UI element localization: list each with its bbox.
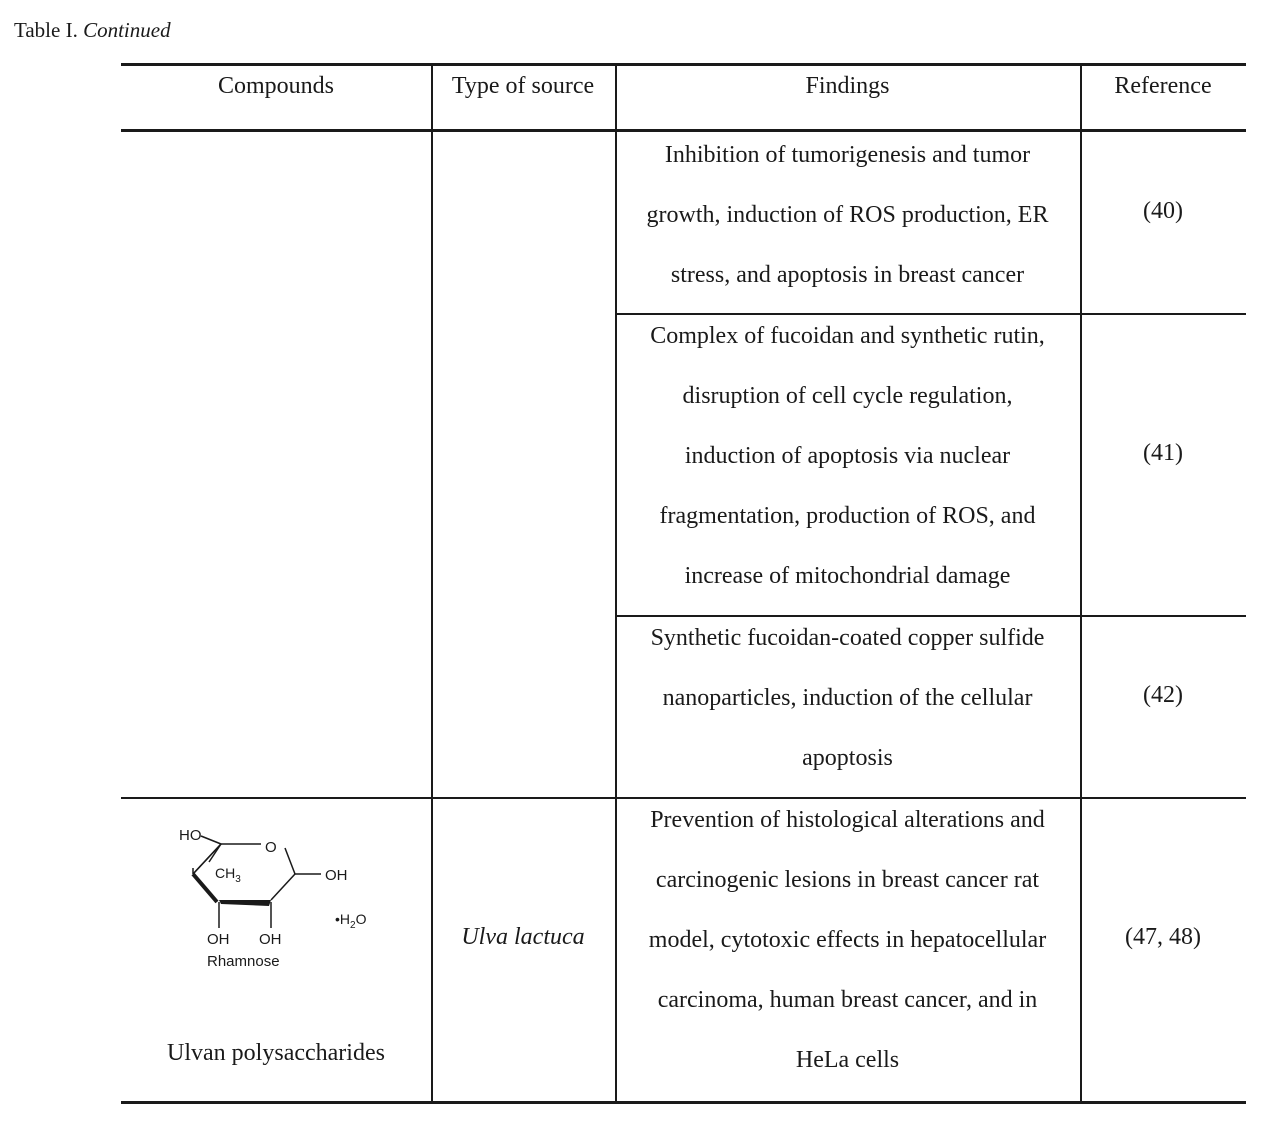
header-source: Type of source <box>451 73 595 99</box>
findings-line: carcinoma, human breast cancer, and in <box>657 986 1038 1013</box>
findings-line: disruption of cell cycle regulation, <box>682 382 1013 409</box>
findings-line: Prevention of histological alterations and <box>650 806 1045 833</box>
reference-cell: (47, 48) <box>1125 924 1201 950</box>
oh-label: OH <box>207 931 230 948</box>
caption-continued: Continued <box>83 18 171 42</box>
source-cell: Ulva lactuca <box>461 924 585 950</box>
findings-line: fragmentation, production of ROS, and <box>659 502 1036 529</box>
rhamnose-structure-diagram <box>171 828 391 978</box>
findings-line: increase of mitochondrial damage <box>684 562 1011 589</box>
ho-label: HO <box>179 828 202 844</box>
findings-line: HeLa cells <box>795 1046 900 1073</box>
compound-cell <box>121 798 431 1103</box>
header-reference: Reference <box>1114 73 1212 99</box>
reference-cell: (41) <box>1143 440 1183 466</box>
findings-line: growth, induction of ROS production, ER <box>646 201 1049 228</box>
findings-line: Synthetic fucoidan-coated copper sulfide <box>650 624 1045 651</box>
findings-cell <box>615 787 1080 1092</box>
findings-cell <box>615 303 1080 608</box>
compound-name: Ulvan polysaccharides <box>167 1040 385 1066</box>
table <box>121 63 1246 1105</box>
findings-line: Inhibition of tumorigenesis and tumor <box>664 141 1031 168</box>
findings-line: carcinogenic lesions in breast cancer rat <box>655 866 1040 893</box>
findings-line: model, cytotoxic effects in hepatocellular <box>648 926 1047 953</box>
oh-label: OH <box>259 931 282 948</box>
findings-line: nanoparticles, induction of the cellular <box>662 684 1033 711</box>
findings-line: induction of apoptosis via nuclear <box>684 442 1011 469</box>
table-caption <box>14 16 171 44</box>
reference-cell: (40) <box>1143 198 1183 224</box>
findings-line: stress, and apoptosis in breast cancer <box>670 261 1025 288</box>
hydrate-label: $•H_2O$ <box>335 911 367 931</box>
findings-line: apoptosis <box>802 744 893 771</box>
methyl-label: $CH_3$ <box>215 865 241 885</box>
reference-cell: (42) <box>1143 682 1183 708</box>
caption-prefix: Table I. <box>14 18 78 42</box>
findings-line: Complex of fucoidan and synthetic rutin, <box>650 322 1045 349</box>
findings-cell <box>615 605 1080 790</box>
ring-oxygen-label: O <box>265 839 277 856</box>
header-findings: Findings <box>805 73 890 99</box>
findings-cell <box>615 122 1080 307</box>
oh-right-label: OH <box>325 867 348 884</box>
header-compounds: Compounds <box>217 73 334 99</box>
structure-name: Rhamnose <box>207 953 280 970</box>
